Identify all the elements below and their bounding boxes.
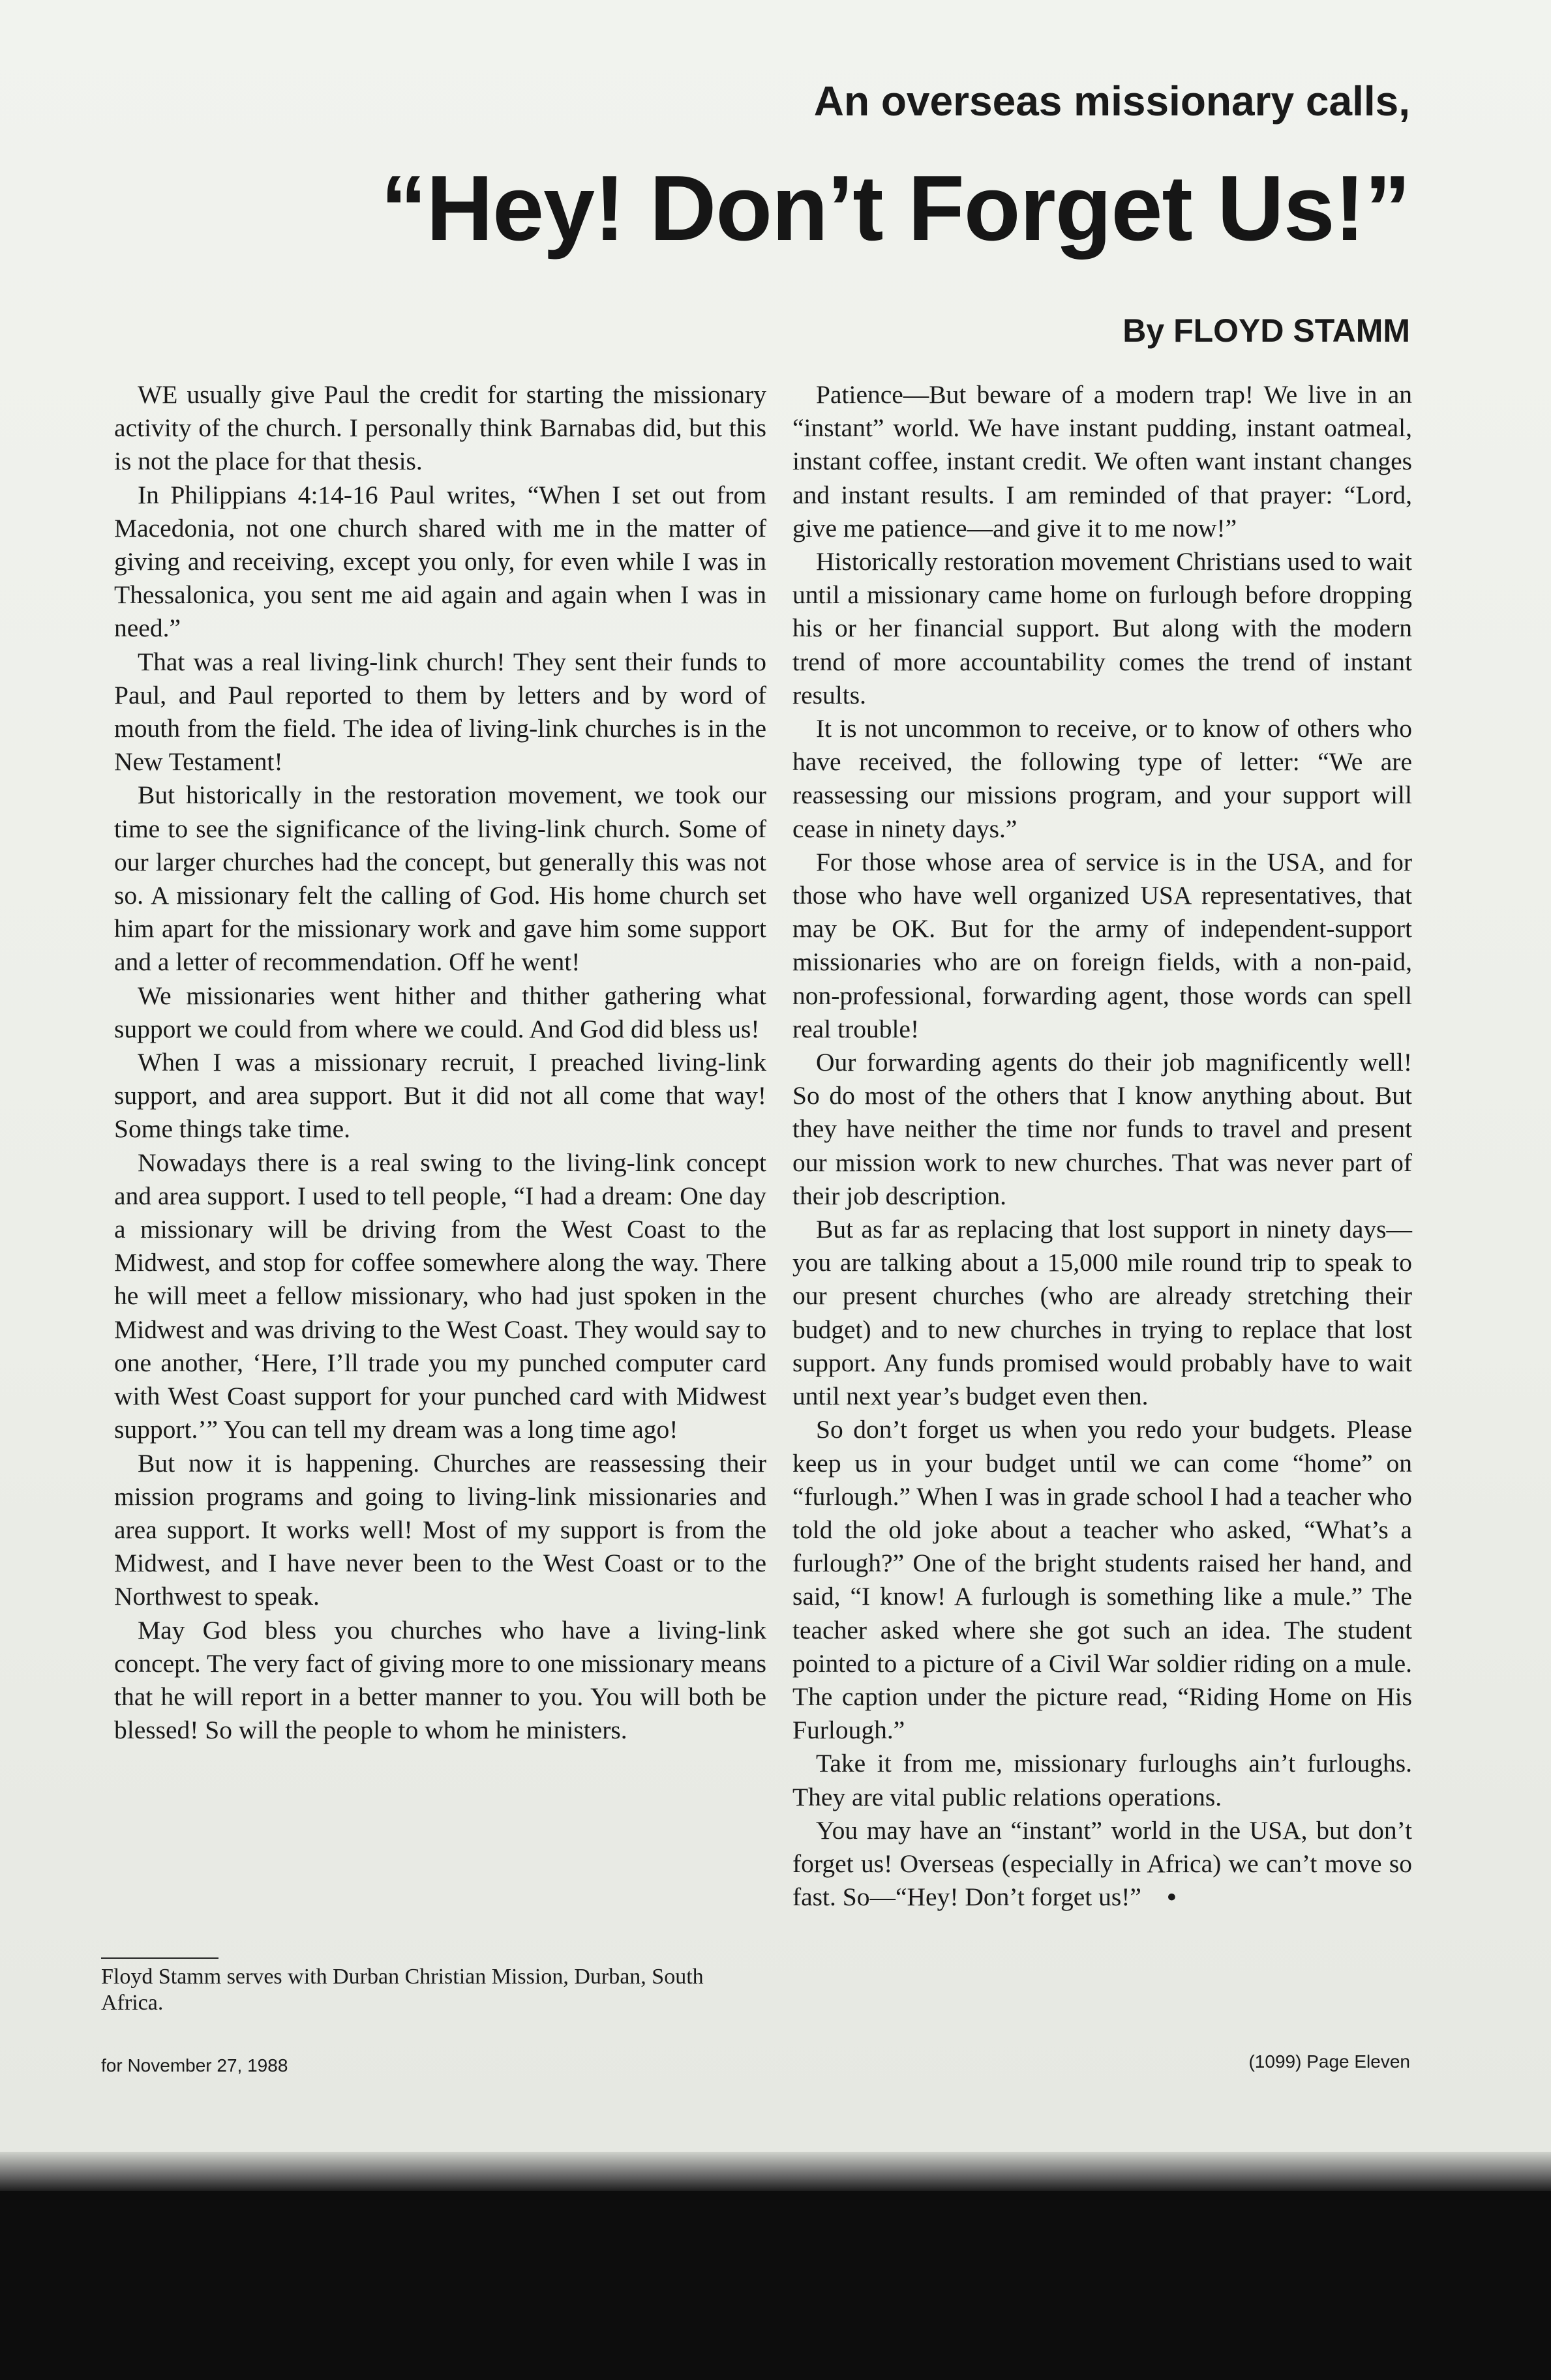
- end-of-article-bullet-icon: •: [1167, 1882, 1177, 1912]
- paragraph: Patience—But beware of a modern trap! We live in an “instant” world. We have instant pudding, instant oatmeal, instant coffee, instant credit. We often want instant changes and instant results. I am reminded of that prayer: “Lord, give me patience—and give it to me now!”: [792, 380, 1412, 543]
- paragraph: Nowadays there is a real swing to the living-link concept and area support. I used to tell people, “I had a dream: One day a missionary will be driving from the West Coast to the Midwest, and stop for coffee somewhere along the way. There he will meet a fellow missionary, who had just spoken in the Midwest and was driving to the West Coast. They would say to one another, ‘Here, I’ll trade you my punched computer card with West Coast support for your punched card with Midwest support.’” You can tell my dream was a long time ago!: [114, 1148, 766, 1444]
- paragraph-last: [792, 1814, 1412, 1914]
- paragraph: But as far as replacing that lost support in ninety days—you are talking about a 15,000 mile round trip to speak to our present churches (who are already stretching their budget) and to new churches in trying to replace that lost support. Any funds promised would probably have to wait until next year’s budget even then.: [792, 1215, 1412, 1411]
- article-title: “Hey! Don’t Forget Us!”: [380, 156, 1410, 260]
- footnote-divider: [101, 1957, 218, 1959]
- paragraph: May God bless you churches who have a living-link concept. The very fact of giving more to one missionary means that he will report in a better manner to you. You will both be blessed! So will the people to whom he ministers.: [114, 1615, 766, 1745]
- footer-issue-date: for November 27, 1988: [101, 2055, 288, 2075]
- footer-page-number: (1099) Page Eleven: [1248, 2051, 1410, 2072]
- paragraph: That was a real living-link church! They sent their funds to Paul, and Paul reported to them by letters and by word of mouth from the field. The idea of living-link churches is in the New Testament!: [114, 647, 766, 777]
- scan-background: [0, 2191, 1551, 2380]
- paragraph: Our forwarding agents do their job magnificently well! So do most of the others that I know anything about. But they have neither the time nor funds to travel and present our mission work to new churches. That was never part of their job description.: [792, 1048, 1412, 1210]
- paragraph: Take it from me, missionary furloughs ain’t furloughs. They are vital public relations operations.: [792, 1749, 1412, 1811]
- paragraph: WE usually give Paul the credit for starting the missionary activity of the church. I personally think Barnabas did, but this is not the place for that thesis.: [114, 380, 766, 476]
- paragraph: In Philippians 4:14-16 Paul writes, “When I set out from Macedonia, not one church shared with me in the matter of giving and receiving, except you only, for even while I was in Thessalonica, you sent me aid again and again when I was in need.”: [114, 480, 766, 643]
- article-byline: By FLOYD STAMM: [1122, 312, 1410, 349]
- article-kicker: An overseas missionary calls,: [813, 78, 1410, 125]
- page-edge: [0, 2152, 1551, 2191]
- paragraph: So don’t forget us when you redo your budgets. Please keep us in your budget until we can come “home” on “furlough.” When I was in grade school I had a teacher who told the old joke about a teacher who asked, “What’s a furlough?” One of the bright students raised her hand, and said, “I know! A furlough is something like a mule.” The teacher asked where she got such an idea. The student pointed to a picture of a Civil War soldier riding on a mule. The caption under the picture read, “Riding Home on His Furlough.”: [792, 1415, 1412, 1745]
- paragraph-text: You may have an “instant” world in the USA, but don’t forget us! Overseas (especially in Africa) we can’t move so fast. So—“Hey! Don’t forget us!”: [792, 1815, 1412, 1912]
- paragraph: It is not uncommon to receive, or to know of others who have received, the following type of letter: “We are reassessing our missions program, and your support will cease in ninety days.”: [792, 714, 1412, 843]
- paragraph: We missionaries went hither and thither gathering what support we could from where we could. And God did bless us!: [114, 981, 766, 1043]
- paragraph: But now it is happening. Churches are reassessing their mission programs and going to living-link missionaries and area support. It works well! Most of my support is from the Midwest, and I have never been to the West Coast or to the Northwest to speak.: [114, 1448, 766, 1611]
- paragraph: But historically in the restoration movement, we took our time to see the significance of the living-link church. Some of our larger churches had the concept, but generally this was not so. A missionary felt the calling of God. His home church set him apart for the missionary work and gave him some support and a letter of recommendation. Off he went!: [114, 781, 766, 977]
- paragraph: When I was a missionary recruit, I preached living-link support, and area support. But it did not all come that way! Some things take time.: [114, 1048, 766, 1144]
- left-column: [114, 378, 766, 1747]
- paragraph: Historically restoration movement Christians used to wait until a missionary came home on furlough before dropping his or her financial support. But along with the modern trend of more accountability comes the trend of instant results.: [792, 547, 1412, 709]
- author-footnote: Floyd Stamm serves with Durban Christian Mission, Durban, South Africa.: [101, 1965, 704, 2015]
- paragraph: For those whose area of service is in the USA, and for those who have well organized USA representatives, that may be OK. But for the army of independent-support missionaries who are on foreign fields, with a non-paid, non-professional, forwarding agent, those words can spell real trouble!: [792, 847, 1412, 1043]
- right-column: [792, 378, 1412, 1914]
